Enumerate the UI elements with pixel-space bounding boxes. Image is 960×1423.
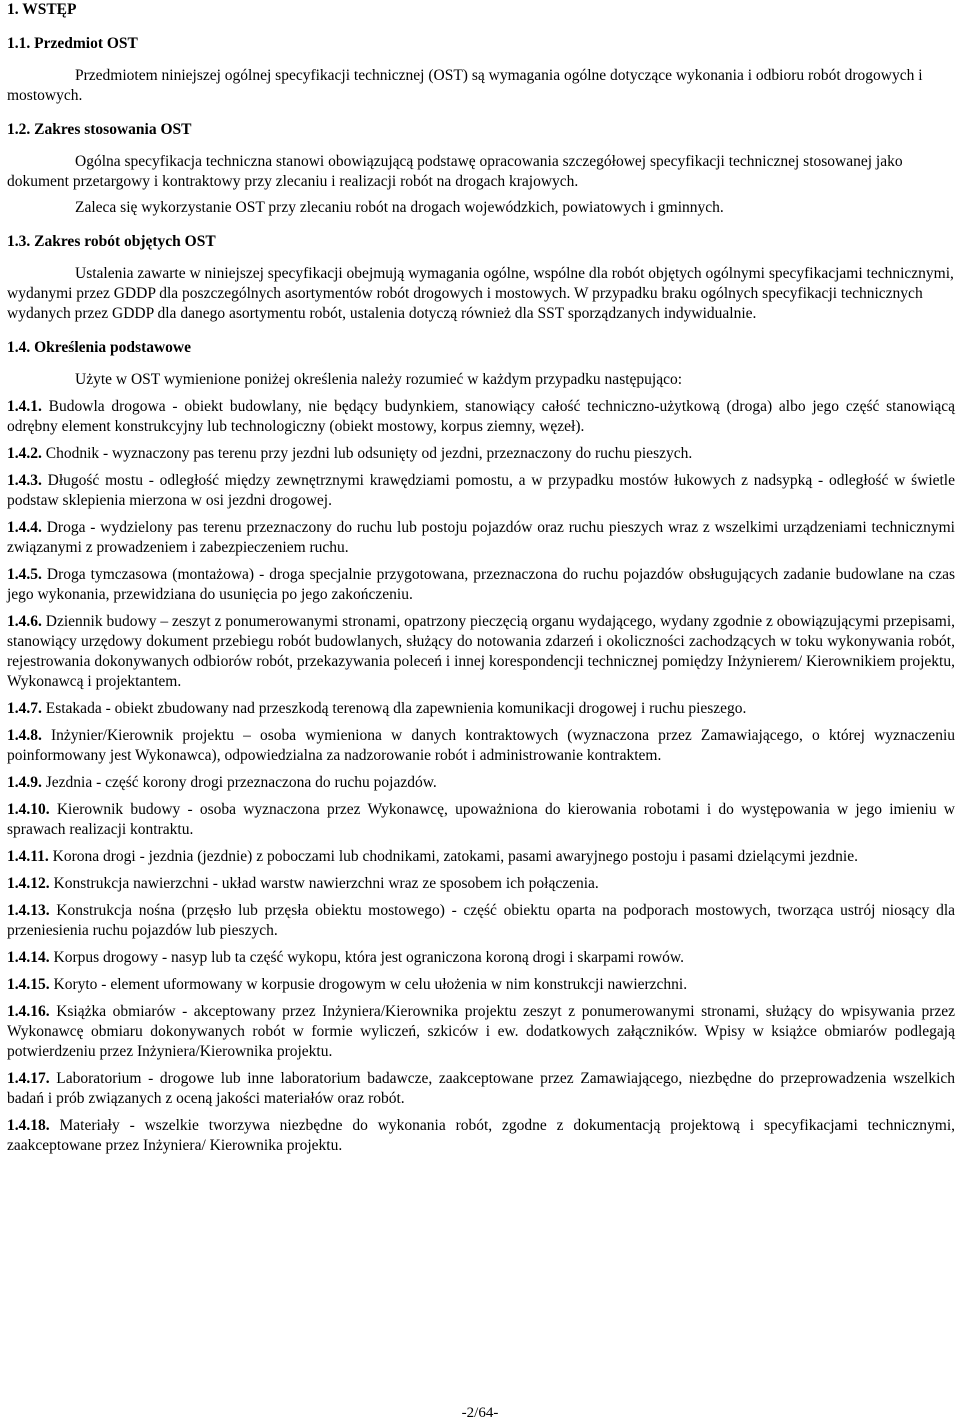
definition-item [7, 1002, 955, 1062]
section-heading-1-3: 1.3. Zakres robót objętych OST [7, 233, 216, 250]
section-heading-1-4: 1.4. Określenia podstawowe [7, 339, 192, 356]
definition-item [7, 847, 955, 867]
definition-number: 1.4.13. [7, 902, 50, 919]
definition-number: 1.4.17. [7, 1070, 50, 1087]
definition-text: Koryto - element uformowany w korpusie drogowym w celu ułożenia w nim konstrukcji nawierzchni. [53, 976, 688, 993]
definition-item [7, 726, 955, 766]
page-number: -2/64- [461, 1405, 499, 1421]
definition-number: 1.4.7. [7, 700, 42, 717]
definition-number: 1.4.8. [7, 727, 42, 744]
definition-number: 1.4.18. [7, 1117, 50, 1134]
definition-number: 1.4.2. [7, 445, 42, 462]
definition-item [7, 773, 955, 793]
definition-text: Droga - wydzielony pas terenu przeznaczony do ruchu lub postoju pojazdów oraz ruchu pieszych wraz z wszelkimi urządzeniami technicznymi związanymi z prowadzeniem i zabezpieczeniem ruchu. [7, 519, 955, 556]
definition-text: Książka obmiarów - akceptowany przez Inżyniera/Kierownika projektu zeszyt z ponumerowanymi stronami, służący do wpisywania przez Wykonawcę obmiaru dokonywanych robót w formie wyliczeń, szkiców i ew. dodatkowych załączników. Wpisy w książce obmiarów podlegają potwierdzeniu przez Inżyniera/Kierownika projektu. [7, 1003, 955, 1060]
definition-number: 1.4.16. [7, 1003, 50, 1020]
definition-text: Korona drogi - jezdnia (jezdnie) z poboczami lub chodnikami, zatokami, pasami awaryjnego postoju i pasami dzielącymi jezdnie. [52, 848, 858, 865]
definition-item [7, 565, 955, 605]
definition-item [7, 612, 955, 692]
definition-text: Droga tymczasowa (montażowa) - droga specjalnie przygotowana, przeznaczona do ruchu pojazdów obsługujących zadanie budowlane na czas jego wykonania, przewidziana do usunięcia po jego zakończeniu. [7, 566, 956, 603]
definition-number: 1.4.5. [7, 566, 42, 583]
paragraph-scope-a: Ogólna specyfikacja techniczna stanowi obowiązującą podstawę opracowania szczegółowej specyfikacji technicznej stosowanej jako dokument przetargowy i kontraktowy przy zlecaniu i realizacji robót na drogach krajowych. [7, 153, 903, 190]
definition-text: Długość mostu - odległość między zewnętrznymi krawędziami pomostu, a w przypadku mostów łukowych z nadsypką - odległość w świetle podstaw sklepienia mierzona w osi jezdni drogowej. [7, 472, 955, 509]
definition-text: Jezdnia - część korony drogi przeznaczona do ruchu pojazdów. [45, 774, 437, 791]
definition-number: 1.4.4. [7, 519, 42, 536]
definition-text: Estakada - obiekt zbudowany nad przeszkodą terenową dla zapewnienia komunikacji drogowej i ruchu pieszego. [45, 700, 747, 717]
section-heading-1-1: 1.1. Przedmiot OST [7, 35, 138, 52]
definition-item [7, 874, 955, 894]
definition-item [7, 975, 955, 995]
definition-number: 1.4.6. [7, 613, 42, 630]
document-page [7, 0, 955, 1156]
definition-number: 1.4.15. [7, 976, 50, 993]
definition-text: Materiały - wszelkie tworzywa niezbędne do wykonania robót, zgodne z dokumentacją projektową i specyfikacjami technicznymi, zaakceptowane przez Inżyniera/ Kierownika projektu. [7, 1117, 955, 1154]
definition-text: Kierownik budowy - osoba wyznaczona przez Wykonawcę, upoważniona do kierowania robotami i do występowania w jego imieniu w sprawach realizacji kontraktu. [7, 801, 956, 838]
section-heading-1-2: 1.2. Zakres stosowania OST [7, 121, 192, 138]
definition-item [7, 948, 955, 968]
definition-item [7, 699, 955, 719]
definition-item [7, 1069, 955, 1109]
definition-text: Laboratorium - drogowe lub inne laboratorium badawcze, zaakceptowane przez Zamawiającego, niezbędne do przeprowadzenia wszelkich badań i prób związanych z oceną jakości materiałów oraz robót. [7, 1070, 955, 1107]
definition-text: Chodnik - wyznaczony pas terenu przy jezdni lub odsunięty od jezdni, przeznaczony do ruchu pieszych. [45, 445, 693, 462]
definition-text: Konstrukcja nawierzchni - układ warstw nawierzchni wraz ze sposobem ich połączenia. [53, 875, 599, 892]
definition-item [7, 471, 955, 511]
definition-number: 1.4.1. [7, 398, 42, 415]
definition-text: Dziennik budowy – zeszyt z ponumerowanymi stronami, opatrzony pieczęcią organu wydającego, wydany zgodnie z obowiązującymi przepisami, stanowiący urzędowy dokument przebiegu robót budowlanych, służący do notowania zdarzeń i okoliczności zachodzących w toku wykonywania robót, rejestrowania dokonywanych odbiorów robót, przekazywania poleceń i innej korespondencji technicznej pomiędzy Inżynierem/ Kierownikiem projektu, Wykonawcą i projektantem. [7, 613, 955, 690]
paragraph-scope-b: Zaleca się wykorzystanie OST przy zlecaniu robót na drogach wojewódzkich, powiatowych i gminnych. [75, 199, 724, 216]
definition-item [7, 1116, 955, 1156]
definition-text: Inżynier/Kierownik projektu – osoba wymieniona w danych kontraktowych (wyznaczona przez Zamawiającego, o której wyznaczeniu poinformowany jest Wykonawca), odpowiedzialna za nadzorowanie robót i administrowanie kontraktem. [7, 727, 955, 764]
paragraph-subject: Przedmiotem niniejszej ogólnej specyfikacji technicznej (OST) są wymagania ogólne dotyczące wykonania i odbioru robót drogowych i mostowych. [7, 67, 923, 104]
definition-item [7, 444, 955, 464]
definition-number: 1.4.3. [7, 472, 42, 489]
definition-item [7, 901, 955, 941]
definition-number: 1.4.11. [7, 848, 49, 865]
definition-text: Budowla drogowa - obiekt budowlany, nie będący budynkiem, stanowiący całość techniczno-użytkową (droga) albo jego część stanowiącą odrębny element konstrukcyjny lub technologiczny (obiekt mostowy, korpus ziemny, węzeł). [7, 398, 955, 435]
definition-number: 1.4.14. [7, 949, 50, 966]
definition-item [7, 518, 955, 558]
definition-item [7, 800, 955, 840]
paragraph-definitions-intro: Użyte w OST wymienione poniżej określenia należy rozumieć w każdym przypadku następująco: [75, 371, 683, 388]
section-heading-1: 1. WSTĘP [7, 1, 77, 18]
definitions-list [7, 397, 955, 1156]
definition-item [7, 397, 955, 437]
definition-number: 1.4.12. [7, 875, 50, 892]
definition-text: Konstrukcja nośna (przęsło lub przęsła obiektu mostowego) - część obiektu oparta na podporach mostowych, tworząca ustrój niosący dla przeniesienia ruchu pojazdów lub pieszych. [7, 902, 956, 939]
definition-number: 1.4.10. [7, 801, 50, 818]
definition-text: Korpus drogowy - nasyp lub ta część wykopu, która jest ograniczona koroną drogi i skarpami rowów. [53, 949, 684, 966]
definition-number: 1.4.9. [7, 774, 42, 791]
paragraph-works-scope: Ustalenia zawarte w niniejszej specyfikacji obejmują wymagania ogólne, wspólne dla robót objętych ogólnymi specyfikacjami technicznymi, wydanymi przez GDDP dla poszczególnych asortymentów robót drogowych i mostowych. W przypadku braku ogólnych specyfikacji technicznych wydanych przez GDDP dla danego asortymentu robót, ustalenia dotyczą również dla SST sporządzanych indywidualnie. [7, 265, 954, 322]
